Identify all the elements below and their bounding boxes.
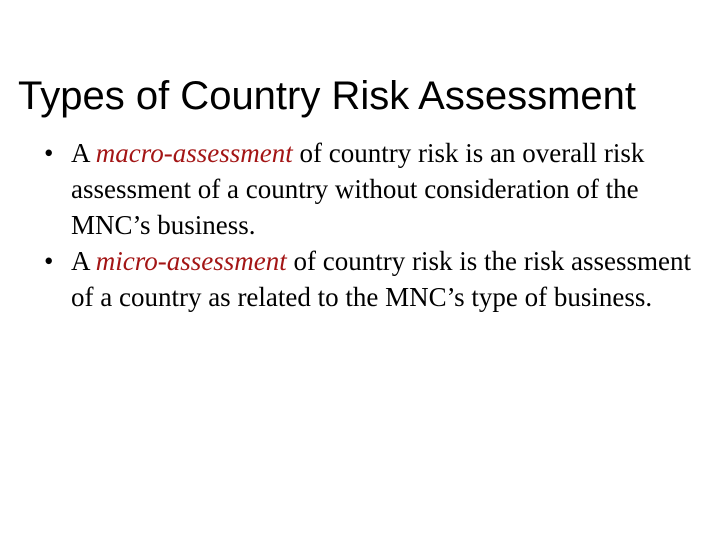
- bullet-lead-text: A: [71, 138, 96, 168]
- bullet-body-text: of country risk is the risk assessment of a country as related to the MNC’s type of business.: [71, 246, 691, 312]
- bullet-icon: •: [44, 138, 54, 168]
- bullet-lead-text: A: [71, 246, 96, 276]
- bullet-list: [44, 135, 704, 315]
- bullet-icon: •: [44, 246, 54, 276]
- term-micro-assessment: micro-assessment: [95, 246, 287, 276]
- term-macro-assessment: macro-assessment: [95, 138, 293, 168]
- bullet-item-micro: [44, 243, 704, 315]
- bullet-item-macro: [44, 135, 704, 243]
- slide-title: Types of Country Risk Assessment: [18, 74, 637, 118]
- bullet-body-text: of country risk is an overall risk assessment of a country without consideration of the MNC’s business.: [71, 138, 645, 240]
